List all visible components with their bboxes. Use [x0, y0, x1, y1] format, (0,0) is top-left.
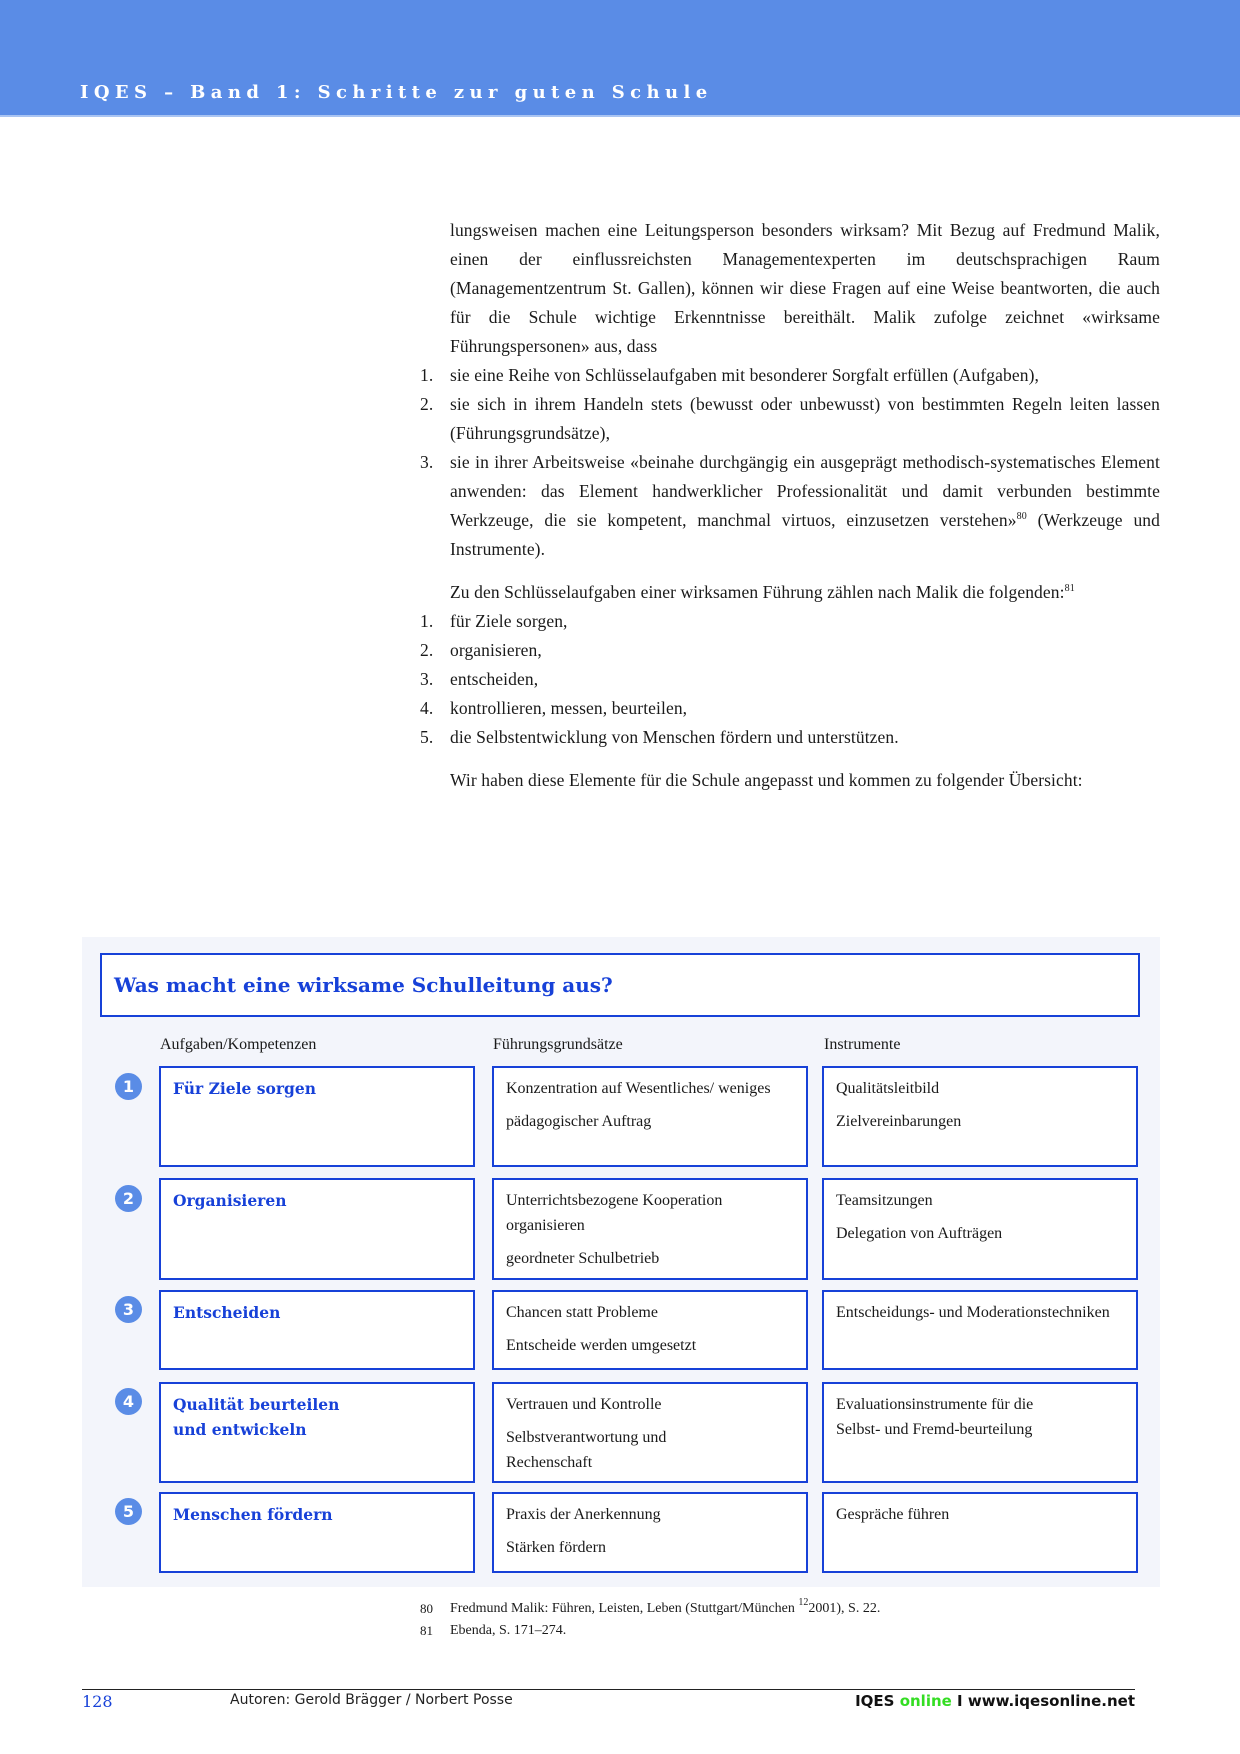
page-number: 128	[82, 1692, 113, 1711]
body-text	[420, 216, 1160, 795]
qualities-list	[420, 361, 1160, 564]
principles-cell: Vertrauen und Kontrolle Selbstverantwortung und Rechenschaft	[492, 1382, 808, 1483]
task-cell: Organisieren	[159, 1178, 475, 1280]
step-number-badge: 3	[115, 1296, 142, 1323]
overview-paragraph: Wir haben diese Elemente für die Schule angepasst und kommen zu folgender Übersicht:	[450, 770, 1083, 790]
list-item: 3. entscheiden,	[420, 669, 539, 689]
step-number-badge: 2	[115, 1185, 142, 1212]
key-tasks-paragraph: Zu den Schlüsselaufgaben einer wirksamen Führung zählen nach Malik die folgenden:$^{81}$	[450, 582, 1075, 602]
footnote-81: 81 Ebenda, S. 171–274.	[420, 1623, 567, 1638]
key-tasks-list	[420, 607, 1160, 752]
list-item: 2. organisieren,	[420, 640, 542, 660]
brand-online: online	[899, 1692, 952, 1710]
principles-cell: Konzentration auf Wesentliches/ weniges pädagogischer Auftrag	[492, 1066, 808, 1167]
instruments-cell: Teamsitzungen Delegation von Aufträgen	[822, 1178, 1138, 1280]
footnote-ref[interactable]: 81	[1064, 583, 1075, 594]
brand-url-link[interactable]: www.iqesonline.net	[967, 1692, 1135, 1710]
figure-title: Was macht eine wirksame Schulleitung aus?	[114, 973, 613, 997]
principles-cell: Praxis der Anerkennung Stärken fördern	[492, 1492, 808, 1573]
figure-title-box	[100, 953, 1140, 1017]
instruments-cell: Gespräche führen	[822, 1492, 1138, 1573]
task-cell: Menschen fördern	[159, 1492, 475, 1573]
footnotes	[420, 1598, 880, 1642]
list-item: 4. kontrollieren, messen, beurteilen,	[420, 698, 688, 718]
footer-brand	[855, 1692, 1135, 1710]
instruments-cell: Qualitätsleitbild Zielvereinbarungen	[822, 1066, 1138, 1167]
principles-cell: Chancen statt Probleme Entscheide werden umgesetzt	[492, 1290, 808, 1370]
task-cell: Entscheiden	[159, 1290, 475, 1370]
brand-separator: I	[951, 1692, 968, 1710]
list-item: 1. für Ziele sorgen,	[420, 611, 568, 631]
brand-iqes: IQES	[855, 1692, 895, 1710]
step-number-badge: 5	[115, 1498, 142, 1525]
step-number-badge: 1	[115, 1073, 142, 1100]
footer-authors: Autoren: Gerold Brägger / Norbert Posse	[230, 1692, 513, 1708]
column-header-tasks: Aufgaben/Kompetenzen	[160, 1036, 317, 1053]
header-band	[0, 0, 1240, 117]
column-header-instruments: Instrumente	[824, 1036, 901, 1053]
task-cell: Qualität beurteilen und entwickeln	[159, 1382, 475, 1483]
footer-divider	[82, 1689, 1135, 1690]
list-item: 5. die Selbstentwicklung von Menschen fördern und unterstützen.	[420, 727, 899, 747]
instruments-cell: Evaluationsinstrumente für die Selbst- und Fremd-beurteilung	[822, 1382, 1138, 1483]
intro-paragraph: lungsweisen machen eine Leitungsperson besonders wirksam? Mit Bezug auf Fredmund Malik, einen der einflussreichsten Managementexperten im deutschsprachigen Raum (Managementzentrum St. Gallen), können wir diese Fragen auf eine Weise beantworten, die auch für die Schule wichtige Erkenntnisse bereithält. Malik zufolge zeichnet «wirksame Führungspersonen» aus, dass	[450, 220, 1160, 356]
footnote-80: 80 Fredmund Malik: Führen, Leisten, Leben (Stuttgart/München $^{12}$2001), S. 22.	[420, 1597, 881, 1616]
list-item: 1. sie eine Reihe von Schlüsselaufgaben mit besonderer Sorgfalt erfüllen (Aufgaben),	[420, 365, 1039, 385]
list-item: 2. sie sich in ihrem Handeln stets (bewusst oder unbewusst) von bestimmten Regeln leiten lassen (Führungsgrundsätze),	[420, 394, 1160, 443]
column-header-principles: Führungsgrundsätze	[493, 1036, 623, 1053]
list-item: 3. sie in ihrer Arbeitsweise «beinahe durchgängig ein ausgeprägt methodisch-systematisches Element anwenden: das Element handwerklicher Professionalität und damit verbunden bestimmte Werkzeuge, die sie kompetent, manchmal virtuos, einzusetzen verstehen»$^{80}$ (Werkzeuge und Instrumente).	[420, 452, 1160, 559]
step-number-badge: 4	[115, 1388, 142, 1415]
footnote-ref[interactable]: 80	[1016, 511, 1027, 522]
task-cell: Für Ziele sorgen	[159, 1066, 475, 1167]
running-header-title: IQES – Band 1: Schritte zur guten Schule	[80, 82, 713, 103]
instruments-cell: Entscheidungs- und Moderationstechniken	[822, 1290, 1138, 1370]
principles-cell: Unterrichtsbezogene Kooperation organisieren geordneter Schulbetrieb	[492, 1178, 808, 1280]
